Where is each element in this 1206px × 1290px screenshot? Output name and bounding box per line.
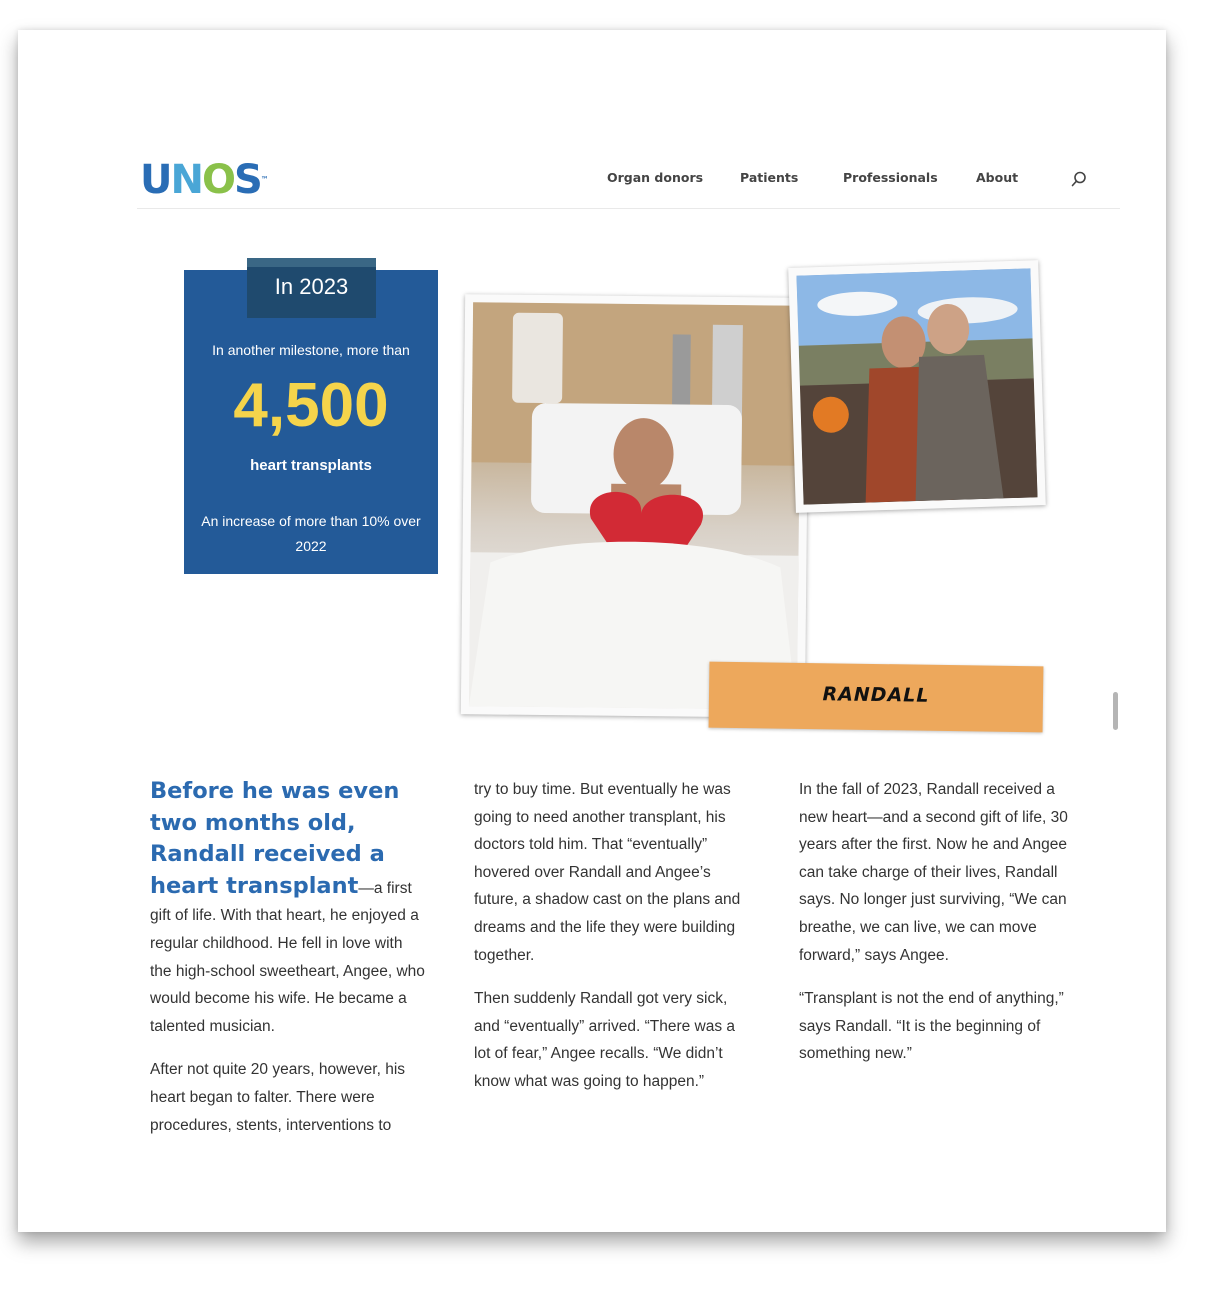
nav-item-about[interactable]: About bbox=[976, 170, 1019, 185]
search-icon[interactable] bbox=[1070, 170, 1088, 188]
stat-note: An increase of more than 10% over 2022 bbox=[201, 513, 421, 554]
lead-sentence: Before he was even two months old, Randall received a heart transplant bbox=[150, 778, 400, 899]
stat-number: 4,500 bbox=[233, 371, 389, 440]
couple-photo bbox=[788, 260, 1046, 513]
stat-tab-tape bbox=[247, 258, 376, 267]
col2-paragraph-2: Then suddenly Randall got very sick, and “eventually” arrived. “There was a lot of fear,” Angee recalls. “We didn’t know what was going to happen.” bbox=[474, 990, 736, 1090]
col3-paragraph-1: In the fall of 2023, Randall received a new heart—and a second gift of life, 30 years after the first. Now he and Angee can take charge of their lives, Randall says. No longer just surviving, “We can breathe, we can live, we can move forward,” says Angee. bbox=[799, 781, 1068, 964]
stat-unit: heart transplants bbox=[250, 457, 372, 474]
nav-item-patients[interactable]: Patients bbox=[740, 170, 799, 185]
stat-tab-label: In 2023 bbox=[274, 274, 349, 299]
article-column-2 bbox=[474, 776, 754, 1112]
col3-paragraph-2: “Transplant is not the end of anything,” says Randall. “It is the beginning of something new.” bbox=[799, 990, 1064, 1063]
col1-paragraph-2: After not quite 20 years, however, his heart began to falter. There were procedures, stents, interventions to bbox=[150, 1061, 406, 1134]
col1-continuation: —a first gift of life. With that heart, he enjoyed a regular childhood. He fell in love with the high-school sweetheart, Angee, who would become his wife. He became a talented musician. bbox=[150, 879, 425, 1035]
article-column-1 bbox=[150, 776, 428, 1155]
hospital-photo-illustration bbox=[469, 302, 801, 709]
couple-photo-illustration bbox=[796, 268, 1037, 504]
article-column-3 bbox=[799, 776, 1075, 1084]
main-nav bbox=[0, 170, 1206, 190]
header-divider bbox=[137, 208, 1120, 209]
col2-paragraph-1: try to buy time. But eventually he was going to need another transplant, his doctors told him. That “eventually” hovered over Randall and Angee’s future, a shadow cast on the plans and dreams and the life they were building together. bbox=[474, 781, 741, 964]
stat-intro: In another milestone, more than bbox=[212, 342, 410, 358]
scrollbar-thumb[interactable] bbox=[1113, 692, 1118, 730]
hospital-photo bbox=[461, 294, 809, 718]
unos-logo[interactable]: UNOS™ bbox=[140, 157, 269, 203]
nav-item-professionals[interactable]: Professionals bbox=[843, 170, 938, 185]
nav-item-organ-donors[interactable]: Organ donors bbox=[607, 170, 704, 185]
name-label: RANDALL bbox=[822, 683, 930, 707]
